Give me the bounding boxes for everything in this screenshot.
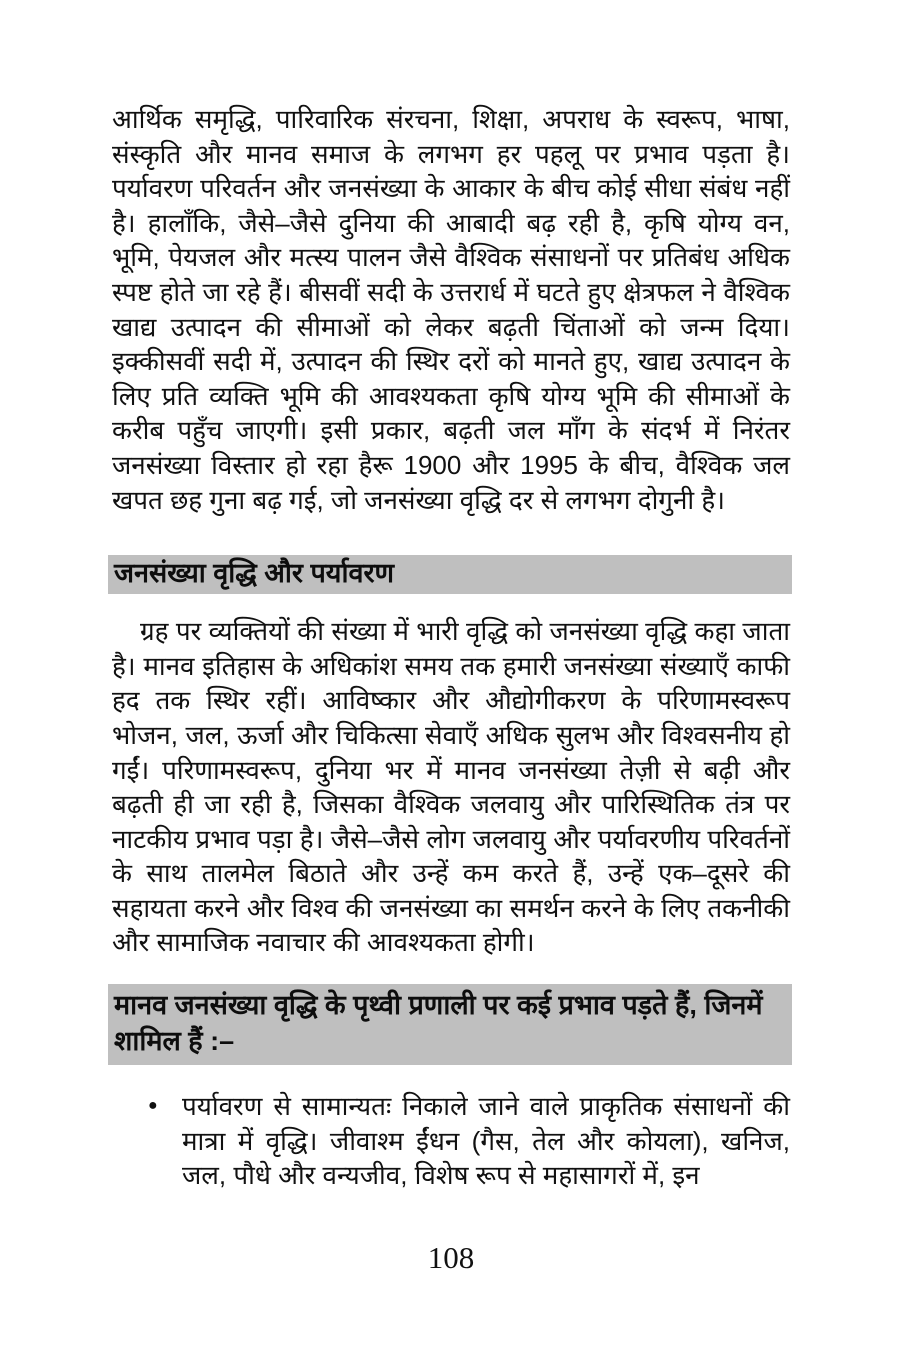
bullet-icon: ● bbox=[148, 1097, 158, 1115]
section-heading-population-growth-impacts: मानव जनसंख्या वृद्धि के पृथ्वी प्रणाली पर कई प्रभाव पड़ते हैं, जिनमें शामिल हैं :– bbox=[108, 984, 792, 1065]
bullet-item-text: पर्यावरण से सामान्यतः निकाले जाने वाले प्राकृतिक संसाधनों की मात्रा में वृद्धि। जीवाश्म ईंधन (गैस, तेल और कोयला), खनिज, जल, पौधे और वन्यजीव, विशेष रूप से महासागरों में, इन bbox=[182, 1091, 790, 1191]
page-content bbox=[112, 102, 790, 1193]
section-heading-population-growth-environment: जनसंख्या वृद्धि और पर्यावरण bbox=[108, 555, 792, 594]
body-paragraph-2: ग्रह पर व्यक्तियों की संख्या में भारी वृद्धि को जनसंख्या वृद्धि कहा जाता है। मानव इतिहास के अधिकांश समय तक हमारी जनसंख्या संख्याएँ काफी हद तक स्थिर रहीं। आविष्कार और औद्योगीकरण के परिणामस्वरूप भोजन, जल, ऊर्जा और चिकित्सा सेवाएँ अधिक सुलभ और विश्वसनीय हो गईं। परिणामस्वरूप, दुनिया भर में मानव जनसंख्या तेज़ी से बढ़ी और बढ़ती ही जा रही है, जिसका वैश्विक जलवायु और पारिस्थितिक तंत्र पर नाटकीय प्रभाव पड़ा है। जैसे–जैसे लोग जलवायु और पर्यावरणीय परिवर्तनों के साथ तालमेल बिठाते और उन्हें कम करते हैं, उन्हें एक–दूसरे की सहायता करने और विश्व की जनसंख्या का समर्थन करने के लिए तकनीकी और सामाजिक नवाचार की आवश्यकता होगी। bbox=[112, 616, 790, 958]
bullet-list-item bbox=[112, 1089, 790, 1193]
body-paragraph-1: आर्थिक समृद्धि, पारिवारिक संरचना, शिक्षा, अपराध के स्वरूप, भाषा, संस्कृति और मानव समाज के लगभग हर पहलू पर प्रभाव पड़ता है। पर्यावरण परिवर्तन और जनसंख्या के आकार के बीच कोई सीधा संबंध नहीं है। हालाँकि, जैसे–जैसे दुनिया की आबादी बढ़ रही है, कृषि योग्य वन, भूमि, पेयजल और मत्स्य पालन जैसे वैश्विक संसाधनों पर प्रतिबंध अधिक स्पष्ट होते जा रहे हैं। बीसवीं सदी के उत्तरार्ध में घटते हुए क्षेत्रफल ने वैश्विक खाद्य उत्पादन की सीमाओं को लेकर बढ़ती चिंताओं को जन्म दिया। इक्कीसवीं सदी में, उत्पादन की स्थिर दरों को मानते हुए, खाद्य उत्पादन के लिए प्रति व्यक्ति भूमि की आवश्यकता कृषि योग्य भूमि की सीमाओं के करीब पहुँच जाएगी। इसी प्रकार, बढ़ती जल माँग के संदर्भ में निरंतर जनसंख्या विस्तार हो रहा हैरू 1900 और 1995 के बीच, वैश्विक जल खपत छह गुना बढ़ गई, जो जनसंख्या वृद्धि दर से लगभग दोगुनी है। bbox=[112, 104, 790, 515]
page-number: 108 bbox=[427, 1240, 475, 1275]
